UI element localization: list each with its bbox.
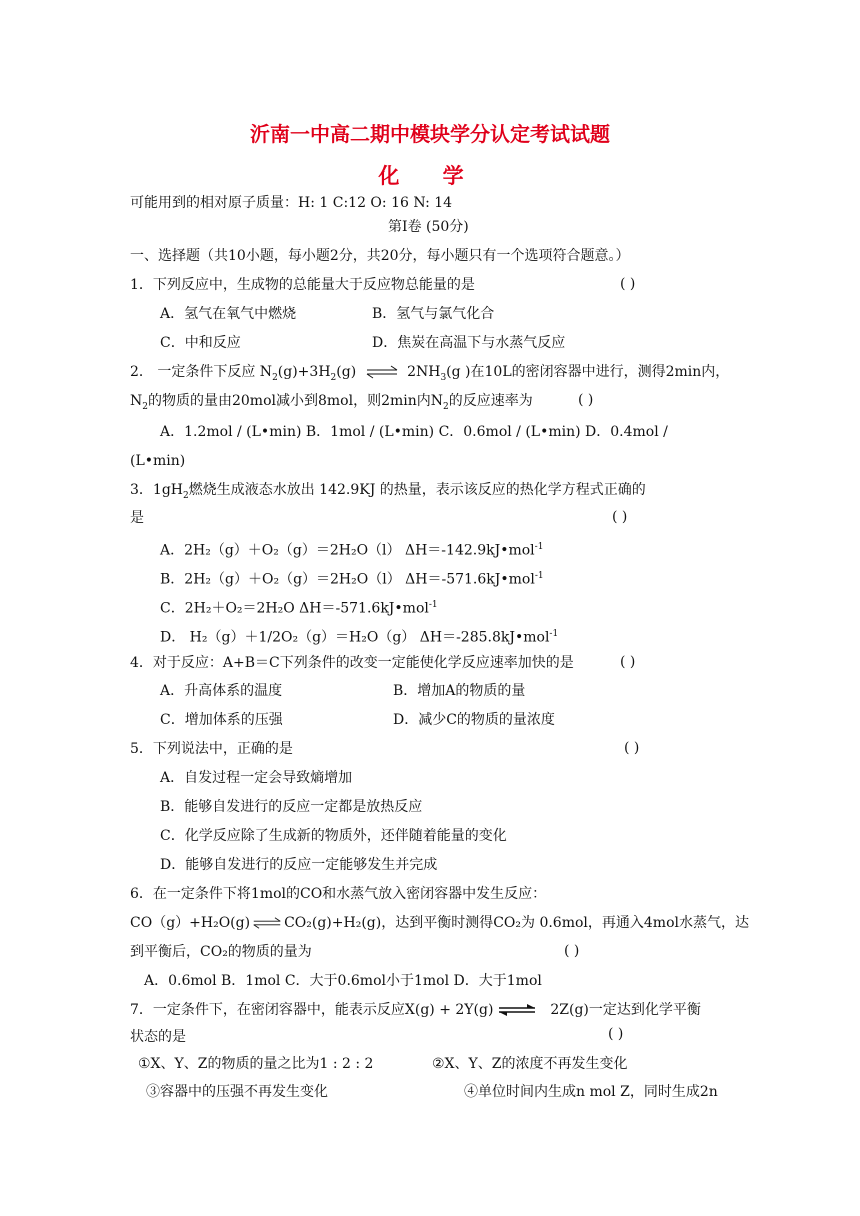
q6-equation	[130, 914, 749, 932]
q3-option-a	[160, 538, 543, 560]
equilibrium-arrow-icon	[497, 1003, 537, 1017]
q5-option-a: A．自发过程一定会导致熵增加	[160, 770, 353, 786]
q7-answer-paren: ( )	[608, 1026, 624, 1042]
q3-stem-a: 3．1gH	[130, 482, 183, 498]
q2-options-tail: (L•min)	[130, 453, 186, 469]
q5-option-b: B．能够自发进行的反应一定都是放热反应	[160, 799, 423, 815]
q5-stem: 5．下列说法中，正确的是	[130, 741, 293, 757]
q4-option-a: A．升高体系的温度	[160, 683, 283, 699]
q7-stem-b: 2Z(g)一定达到化学平衡	[550, 1002, 701, 1018]
q5-option-d: D．能够自发进行的反应一定能够发生并完成	[160, 857, 438, 873]
q3-stem-line2: 是	[130, 510, 144, 526]
q2-line2-c: 的反应速率为	[448, 393, 533, 409]
q3-answer-paren: ( )	[612, 509, 628, 525]
q3-option-c-sup: -1	[428, 600, 438, 610]
q6-eq-a: CO（g）+H₂O(g)	[130, 915, 251, 931]
q3-option-d-text: D． H₂（g）＋1/2O₂（g）＝H₂O（g） ΔH＝-285.8kJ•mol	[160, 629, 550, 646]
q1-option-a: A．氢气在氧气中燃烧	[160, 306, 297, 322]
q3-option-c-text: C．2H₂＋O₂＝2H₂O ΔH＝-571.6kJ•mol	[160, 600, 429, 617]
q4-answer-paren: ( )	[620, 654, 636, 670]
q2-line2-a: N	[130, 393, 143, 409]
q7-statement-1: ①X、Y、Z的物质的量之比为1 : 2 : 2	[138, 1056, 374, 1072]
q3-option-c	[160, 596, 438, 618]
q6-answer-paren: ( )	[564, 943, 580, 959]
q6-line3: 到平衡后，CO₂的物质的量为	[130, 944, 312, 960]
q2-options: A．1.2mol / (L•min) B．1mol / (L•min) C．0.6mol / (L•min) D．0.4mol /	[160, 424, 668, 440]
q6-eq-b: CO₂(g)+H₂(g)，达到平衡时测得CO₂为 0.6mol，再通入4mol水蒸气，达	[284, 915, 749, 931]
q2-stem: 2． 一定条件下反应 $N_2(g)+3H_2(g)$ $2NH_3(g$ )在10L的密闭容器中进行，测得2min内，	[130, 364, 730, 383]
q5-answer-paren: ( )	[624, 740, 640, 756]
q4-option-c: C．增加体系的压强	[160, 712, 283, 728]
equilibrium-arrow-icon	[252, 916, 282, 930]
q5-option-c: C．化学反应除了生成新的物质外，还伴随着能量的变化	[160, 828, 507, 844]
q1-option-c: C．中和反应	[160, 335, 241, 351]
atomic-mass-line: 可能用到的相对原子质量：H: 1 C:12 O: 16 N: 14	[130, 195, 453, 211]
volume-heading: 第Ⅰ卷 (50分)	[388, 219, 469, 235]
q3-option-b	[160, 567, 544, 589]
q3-option-a-sup: -1	[534, 542, 544, 552]
q3-option-b-sup: -1	[534, 571, 544, 581]
q3-stem-b: 燃烧生成液态水放出 142.9KJ 的热量，表示该反应的热化学方程式正确的	[188, 482, 646, 498]
q2-line2: $N_2$的物质的量由20mol减小到8mol，则2min内$N_2$的反应速率为	[130, 393, 533, 412]
q3-option-b-text: B．2H₂（g）＋O₂（g）＝2H₂O（l） ΔH＝-571.6kJ•mol	[160, 571, 535, 588]
q3-option-a-text: A．2H₂（g）＋O₂（g）＝2H₂O（l） ΔH＝-142.9kJ•mol	[160, 542, 535, 559]
q6-stem: 6．在一定条件下将1mol的CO和水蒸气放入密闭容器中发生反应：	[130, 886, 547, 902]
q4-option-d: D．减少C的物质的量浓度	[393, 712, 555, 728]
section-heading: 一、选择题（共10小题，每小题2分，共20分，每小题只有一个选项符合题意。）	[130, 248, 630, 264]
exam-title: 沂南一中高二期中模块学分认定考试试题	[250, 122, 610, 146]
q2-stem-part-b: 2NH	[407, 364, 441, 380]
q2-stem-part-c: (g )在10L的密闭容器中进行，测得2min内，	[446, 364, 730, 380]
q1-option-d: D．焦炭在高温下与水蒸气反应	[372, 335, 566, 351]
q7-stem-a: 7．一定条件下，在密闭容器中，能表示反应X(g) + 2Y(g)	[130, 1002, 494, 1018]
q2-answer-paren: ( )	[578, 392, 594, 408]
subject-title: 化 学	[378, 164, 482, 188]
q6-options: A．0.6mol B．1mol C．大于0.6mol小于1mol D．大于1mol	[144, 973, 542, 989]
q7-statement-4: ④单位时间内生成n mol Z，同时生成2n	[464, 1084, 718, 1100]
q3-option-d	[160, 625, 558, 647]
equilibrium-arrow-icon	[365, 365, 399, 379]
q2-line2-b: 的物质的量由20mol减小到8mol，则2min内N	[147, 393, 443, 409]
q4-option-b: B．增加A的物质的量	[393, 683, 526, 699]
q1-answer-paren: ( )	[620, 276, 636, 292]
q1-stem: 1．下列反应中，生成物的总能量大于反应物总能量的是	[130, 277, 475, 293]
q2-stem-part-a: 2． 一定条件下反应 N	[130, 364, 273, 380]
q1-option-b: B．氢气与氯气化合	[372, 306, 495, 322]
q3-option-d-sup: -1	[549, 629, 559, 639]
q7-statement-3: ③容器中的压强不再发生变化	[146, 1084, 328, 1100]
q7-stem	[130, 1001, 701, 1019]
q3-stem: 3．$1gH_2$燃烧生成液态水放出 142.9KJ 的热量，表示该反应的热化学方程式正确的	[130, 482, 646, 501]
q7-line2: 状态的是	[130, 1029, 186, 1045]
q4-stem: 4．对于反应：A+B＝C下列条件的改变一定能使化学反应速率加快的是	[130, 655, 574, 671]
q7-statement-2: ②X、Y、Z的浓度不再发生变化	[432, 1056, 628, 1072]
